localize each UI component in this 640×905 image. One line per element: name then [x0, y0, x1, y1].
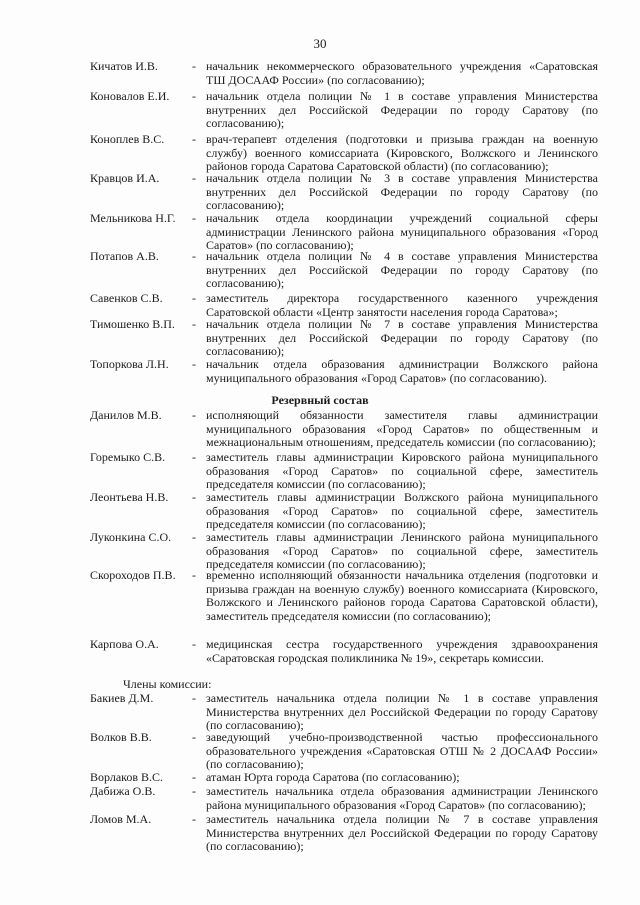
- dash: -: [192, 132, 196, 146]
- person-name: Луконкина С.О.: [90, 530, 172, 544]
- person-name: Леонтьева Н.В.: [90, 490, 169, 504]
- dash: -: [192, 730, 196, 744]
- dash: -: [192, 249, 196, 263]
- dash: -: [192, 490, 196, 504]
- person-name: Тимошенко В.П.: [90, 317, 175, 331]
- person-position: начальник некоммерческого образовательного учреждения «Саратовская ТШ ДОСААФ России» (по согласованию);: [206, 59, 598, 87]
- dash: -: [192, 171, 196, 185]
- dash: -: [192, 568, 196, 582]
- dash: -: [192, 450, 196, 464]
- person-name: Савенков С.В.: [90, 291, 163, 305]
- person-name: Кичатов И.В.: [90, 59, 158, 73]
- person-position: начальник отдела полиции № 3 в составе управления Министерства внутренних дел Российской Федерации по городу Саратову (по согласованию);: [206, 171, 598, 213]
- dash: -: [192, 530, 196, 544]
- dash: -: [192, 89, 196, 103]
- person-position: начальник отдела полиции № 7 в составе управления Министерства внутренних дел Российской Федерации по городу Саратову (по согласованию);: [206, 317, 598, 359]
- person-name: Потапов А.В.: [90, 249, 159, 263]
- person-position: начальник отдела образования администрации Волжского района муниципального образования «Город Саратов» (по согласованию).: [206, 357, 598, 385]
- person-name: Топоркова Л.Н.: [90, 357, 169, 371]
- person-position: начальник отдела полиции № 4 в составе управления Министерства внутренних дел Российской Федерации по городу Саратову (по согласованию);: [206, 249, 598, 291]
- dash: -: [192, 770, 196, 784]
- person-name: Коноплев В.С.: [90, 132, 165, 146]
- dash: -: [192, 408, 196, 422]
- section-heading-reserve: Резервный состав: [271, 393, 369, 407]
- person-position: заместитель директора государственного казенного учреждения Саратовской области «Центр занятости населения города Саратова»;: [206, 291, 598, 319]
- person-name: Кравцов И.А.: [90, 171, 160, 185]
- person-position: заместитель главы администрации Волжского района муниципального образования «Город Саратов» по социальной сфере, заместитель председателя комиссии (по согласованию);: [206, 490, 598, 532]
- person-position: заместитель начальника отдела образования администрации Ленинского района муниципального образования «Город Саратов» (по согласованию);: [206, 784, 598, 812]
- person-position: атаман Юрта города Саратова (по согласованию);: [206, 770, 460, 784]
- person-position: врач-терапевт отделения (подготовки и призыва граждан на военную службу) военного комиссариата (Кировского, Волжского и Ленинского районов города Саратова Саратовской области) (по согласованию);: [206, 132, 598, 174]
- person-position: начальник отдела полиции № 1 в составе управления Министерства внутренних дел Российской Федерации по городу Саратову (по согласованию);: [206, 89, 598, 131]
- person-name: Карпова О.А.: [90, 637, 159, 651]
- person-position: начальник отдела координации учреждений социальной сферы администрации Ленинского района муниципального образования «Город Саратов» (по согласованию);: [206, 211, 598, 253]
- section-heading-members: Члены комиссии:: [123, 677, 212, 691]
- person-position: заместитель главы администрации Кировского района муниципального образования «Город Саратов» по социальной сфере, заместитель председателя комиссии (по согласованию);: [206, 450, 598, 492]
- dash: -: [192, 357, 196, 371]
- dash: -: [192, 317, 196, 331]
- person-position: исполняющий обязанности заместителя главы администрации муниципального образования «Город Саратов» по общественным и межнациональным отношениям, председатель комиссии (по согласованию);: [206, 408, 598, 450]
- dash: -: [192, 691, 196, 705]
- person-name: Волков В.В.: [90, 730, 152, 744]
- person-name: Коновалов Е.И.: [90, 89, 170, 103]
- person-position: заместитель начальника отдела полиции № 1 в составе управления Министерства внутренних дел Российской Федерации по городу Саратову (по согласованию);: [206, 691, 598, 733]
- person-position: заместитель главы администрации Ленинского района муниципального образования «Город Саратов» по социальной сфере, заместитель председателя комиссии (по согласованию);: [206, 530, 598, 572]
- dash: -: [192, 637, 196, 651]
- dash: -: [192, 812, 196, 826]
- person-name: Данилов М.В.: [90, 408, 162, 422]
- person-name: Мельникова Н.Г.: [90, 211, 176, 225]
- dash: -: [192, 291, 196, 305]
- dash: -: [192, 211, 196, 225]
- person-name: Дабижа О.В.: [90, 784, 156, 798]
- person-name: Горемыко С.В.: [90, 450, 166, 464]
- person-name: Ломов М.А.: [90, 812, 152, 826]
- person-position: заведующий учебно-производственной частью профессионального образовательного учреждения «Саратовская ОТШ № 2 ДОСААФ России» (по согласованию);: [206, 730, 598, 772]
- person-name: Бакиев Д.М.: [90, 691, 154, 705]
- person-name: Скороходов П.В.: [90, 568, 176, 582]
- page-number: 30: [313, 36, 327, 51]
- person-position: медицинская сестра государственного учреждения здравоохранения «Саратовская городская поликлиника № 19», секретарь комиссии.: [206, 637, 598, 665]
- person-position: заместитель начальника отдела полиции № 7 в составе управления Министерства внутренних дел Российской Федерации по городу Саратову (по согласованию);: [206, 812, 598, 854]
- person-position: временно исполняющий обязанности начальника отделения (подготовки и призыва граждан на военную службу) военного комиссариата (Кировского, Волжского и Ленинского районов города Саратова Саратовской области), заместитель председателя комиссии (по согласованию);: [206, 568, 598, 623]
- dash: -: [192, 59, 196, 73]
- person-name: Ворлаков В.С.: [90, 770, 164, 784]
- dash: -: [192, 784, 196, 798]
